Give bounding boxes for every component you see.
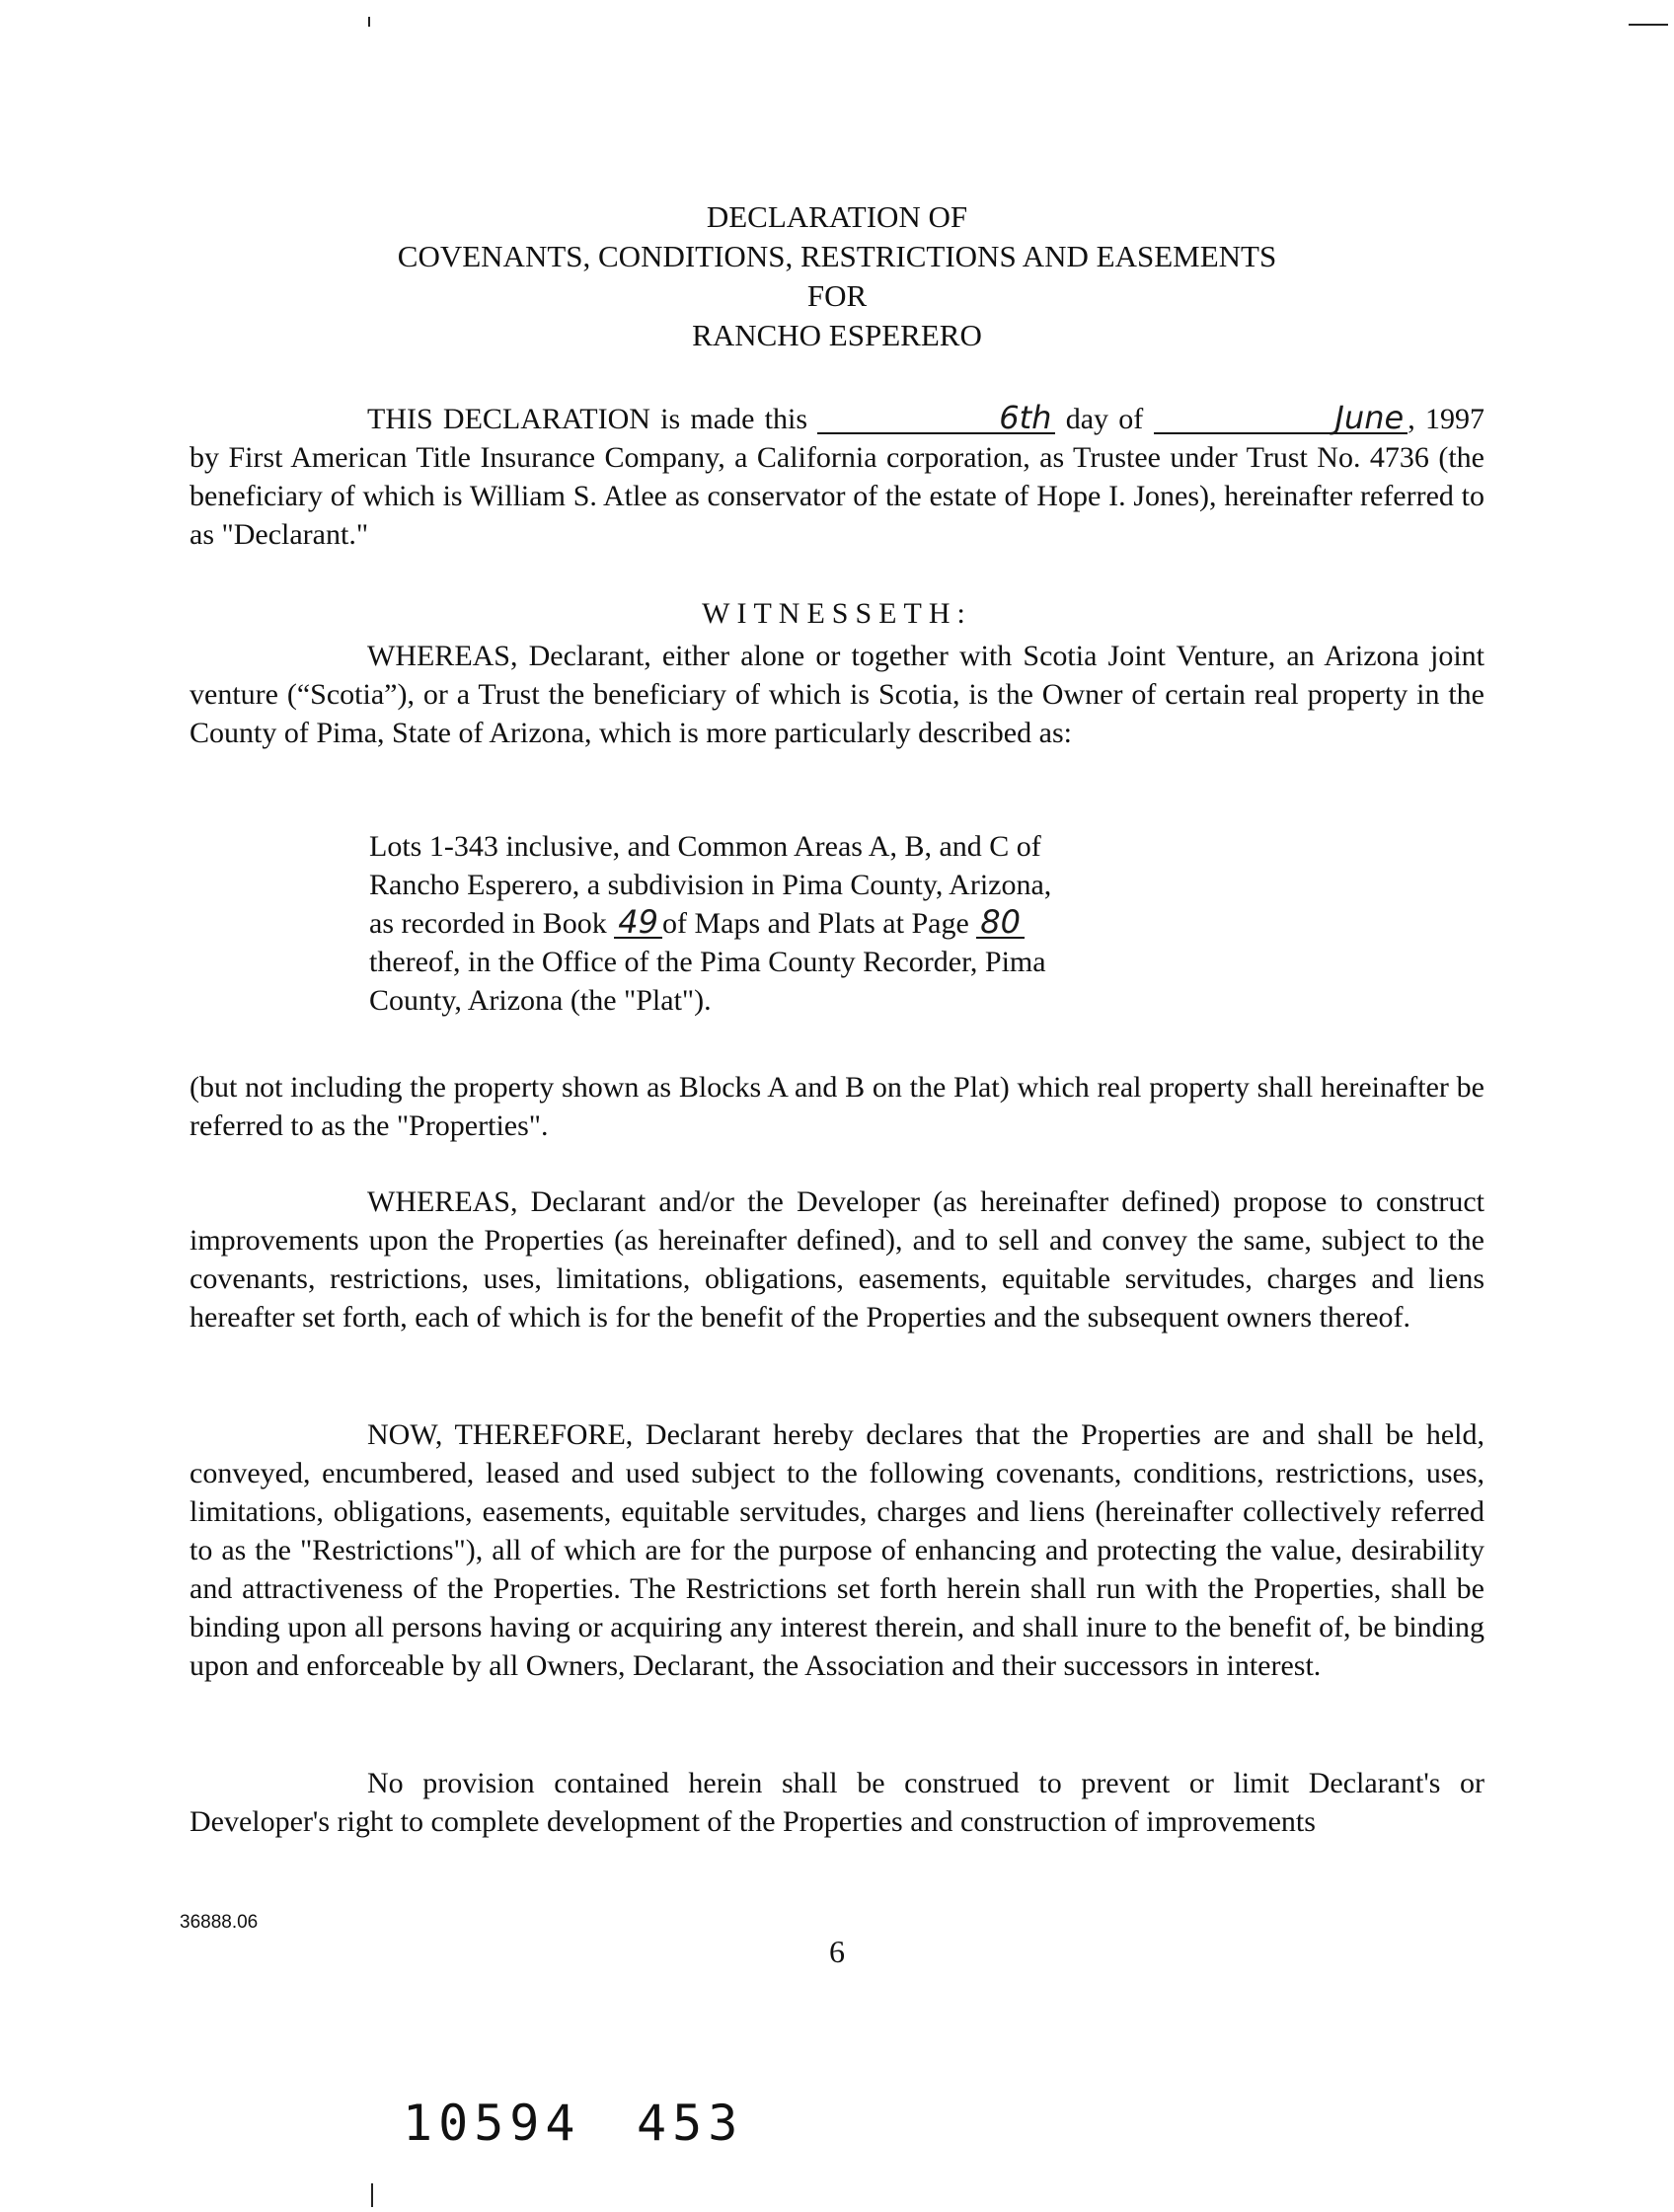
intro-paragraph — [190, 400, 1484, 554]
legal-line-4: thereof, in the Office of the Pima County Recorder, Pima — [369, 946, 1046, 978]
intro-text-2: day of — [1055, 403, 1154, 435]
handwritten-month: June — [1154, 403, 1408, 434]
handwritten-page-number: 80 — [976, 907, 1025, 939]
intro-text-3: , 1997 by First American Title Insurance Company, a California corporation, as Trustee under Trust No. 4736 (the beneficiary of which is William S. Atlee as conservator of the estate of Hope I. Jones), hereinafter referred to as "Declarant." — [190, 403, 1484, 551]
legal-line-3 — [369, 904, 1159, 943]
document-code: 36888.06 — [180, 1912, 259, 1933]
legal-line-2: Rancho Esperero, a subdivision in Pima County, Arizona, — [369, 869, 1052, 901]
title-line-2: COVENANTS, CONDITIONS, RESTRICTIONS AND EASEMENTS — [397, 239, 1277, 273]
title-line-4: RANCHO ESPERERO — [692, 318, 982, 352]
no-provision-paragraph: No provision contained herein shall be construed to prevent or limit Declarant's or Developer's right to complete development of the Properties and construction of improvements — [190, 1767, 1484, 1838]
legal-line-3-text-1: as recorded in Book — [369, 907, 615, 940]
scan-mark-top — [368, 17, 370, 27]
scan-mark-bottom — [371, 2183, 373, 2207]
recording-book-stamp: 10594 — [403, 2095, 581, 2152]
but-not-including-paragraph: (but not including the property shown as Blocks A and B on the Plat) which real property shall hereinafter be referred to as the "Properties". — [190, 1071, 1484, 1142]
witnesseth-heading: WITNESSETH: — [702, 597, 972, 630]
legal-line-5: County, Arizona (the "Plat"). — [369, 984, 712, 1017]
page-number: 6 — [829, 1934, 845, 1969]
intro-text-1: THIS DECLARATION is made this — [367, 403, 818, 435]
title-line-3: FOR — [806, 278, 868, 313]
handwritten-day: 6th — [817, 403, 1055, 434]
whereas-paragraph-1: WHEREAS, Declarant, either alone or together with Scotia Joint Venture, an Arizona joint venture (“Scotia”), or a Trust the beneficiary of which is Scotia, is the Owner of certain real property in the County of Pima, State of Arizona, which is more particularly described as: — [190, 640, 1484, 749]
legal-line-3-text-2: of Maps and Plats at Page — [661, 907, 977, 940]
now-therefore-paragraph: NOW, THEREFORE, Declarant hereby declares that the Properties are and shall be held, conveyed, encumbered, leased and used subject to the following covenants, conditions, restrictions, uses, limitations, obligations, easements, equitable servitudes, charges and liens (hereinafter collectively referred to as the "Restrictions"), all of which are for the purpose of enhancing and protecting the value, desirability and attractiveness of the Properties. The Restrictions set forth herein shall run with the Properties, shall be binding upon all persons having or acquiring any interest therein, and shall inure to the benefit of, be binding upon and enforceable by all Owners, Declarant, the Association and their successors in interest. — [190, 1418, 1484, 1682]
whereas-paragraph-2: WHEREAS, Declarant and/or the Developer (as hereinafter defined) propose to construct improvements upon the Properties (as hereinafter defined), and to sell and convey the same, subject to the covenants, restrictions, uses, limitations, obligations, easements, equitable servitudes, charges and liens hereafter set forth, each of which is for the benefit of the Properties and the subsequent owners thereof. — [190, 1185, 1484, 1334]
legal-line-1: Lots 1-343 inclusive, and Common Areas A, B, and C of — [369, 830, 1041, 863]
scan-mark-top-right — [1629, 24, 1668, 26]
handwritten-book-number: 49 — [614, 907, 662, 939]
recording-page-stamp: 453 — [637, 2095, 744, 2152]
legal-description — [369, 827, 1159, 1020]
document-title — [0, 197, 1674, 355]
title-line-1: DECLARATION OF — [706, 199, 968, 234]
